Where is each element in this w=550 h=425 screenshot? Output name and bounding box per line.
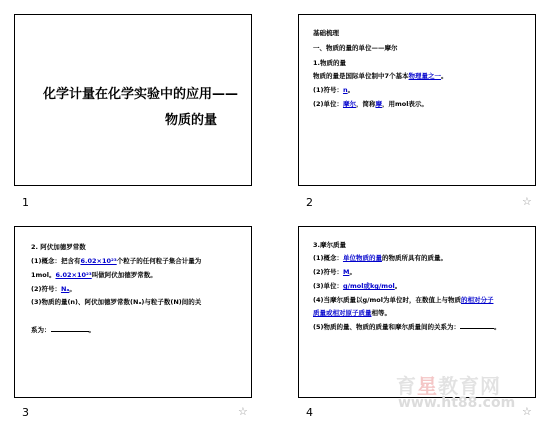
slide-title: 化学计量在化学实验中的应用—— bbox=[43, 87, 239, 102]
answer: g/mol或kg/mol bbox=[342, 282, 395, 290]
text: 1mol。 bbox=[31, 271, 56, 279]
answer: 单位物质的量 bbox=[342, 254, 382, 262]
text: 。 bbox=[347, 86, 355, 94]
answer-blank bbox=[51, 331, 89, 332]
section-label: 基础梳理 bbox=[313, 29, 339, 37]
text: (4)当摩尔质量以g/mol为单位时，在数值上与物质 bbox=[313, 296, 461, 304]
text: 。 bbox=[493, 323, 501, 331]
text: (1)符号： bbox=[313, 86, 343, 94]
answer: 摩 bbox=[375, 100, 382, 108]
slide-1[interactable] bbox=[14, 14, 252, 186]
watermark-char: 星 bbox=[417, 374, 438, 398]
text: 。 bbox=[441, 72, 448, 80]
slide-number: 4 bbox=[306, 406, 313, 419]
text: (1)概念：把含有 bbox=[31, 257, 81, 265]
text: 。 bbox=[69, 285, 76, 293]
text-line bbox=[31, 271, 157, 279]
answer: n bbox=[342, 86, 348, 94]
answer: 的相对分子 bbox=[460, 296, 494, 304]
text: 。 bbox=[88, 326, 95, 334]
text: 相等。 bbox=[371, 309, 391, 317]
text: (3)单位： bbox=[313, 282, 343, 290]
text: (2)单位： bbox=[313, 100, 343, 108]
subheading: 1.物质的量 bbox=[313, 59, 346, 67]
text: 系为： bbox=[31, 326, 51, 334]
text-line bbox=[313, 296, 493, 304]
text-line bbox=[313, 100, 428, 108]
slide-number: 3 bbox=[22, 406, 29, 419]
slide-subtitle: 物质的量 bbox=[165, 113, 218, 128]
text: (2)符号： bbox=[31, 285, 61, 293]
watermark-char: 教育网 bbox=[438, 374, 501, 398]
star-icon: ☆ bbox=[522, 195, 532, 208]
answer: M bbox=[342, 268, 350, 276]
answer-blank bbox=[460, 328, 494, 329]
text-line bbox=[313, 254, 447, 262]
text-line bbox=[31, 257, 201, 265]
text-line bbox=[31, 285, 76, 293]
text-line bbox=[313, 282, 401, 290]
text: (1)概念： bbox=[313, 254, 343, 262]
text-line bbox=[313, 72, 448, 80]
text-line: (3)物质的量(n)、阿伏加德罗常数(Nₐ)与粒子数(N)间的关 bbox=[31, 298, 202, 306]
text-line bbox=[31, 326, 95, 334]
slide-3[interactable] bbox=[14, 226, 252, 398]
text: 的物质所具有的质量。 bbox=[381, 254, 447, 262]
heading: 一、物质的量的单位——摩尔 bbox=[313, 44, 398, 52]
watermark-url: www.ht88.com bbox=[398, 395, 516, 411]
text-line bbox=[313, 86, 354, 94]
slide-2[interactable] bbox=[298, 14, 536, 186]
star-icon: ☆ bbox=[238, 405, 248, 418]
watermark-logo bbox=[396, 370, 536, 414]
answer: Nₐ bbox=[60, 285, 70, 293]
text: ，简称 bbox=[355, 100, 376, 108]
heading: 3.摩尔质量 bbox=[313, 241, 346, 249]
text: ，用mol表示。 bbox=[381, 100, 428, 108]
watermark-char: 育 bbox=[396, 374, 417, 398]
text: 。 bbox=[349, 268, 356, 276]
text: 。 bbox=[394, 282, 402, 290]
slide-number: 2 bbox=[306, 196, 313, 209]
heading: 2. 阿伏加德罗常数 bbox=[31, 243, 86, 251]
answer: 物理量之一 bbox=[408, 72, 442, 80]
star-icon: ☆ bbox=[522, 405, 532, 418]
text: 叫做阿伏加德罗常数。 bbox=[91, 271, 157, 279]
text-line bbox=[313, 323, 500, 331]
text: 物质的量是国际单位制中7个基本 bbox=[313, 72, 409, 80]
text-line bbox=[313, 268, 356, 276]
answer: 质量或相对原子质量 bbox=[313, 309, 372, 317]
text-line bbox=[313, 309, 391, 317]
text: (5)物质的量、物质的质量和摩尔质量间的关系为： bbox=[313, 323, 460, 331]
text: (2)符号： bbox=[313, 268, 343, 276]
answer: 6.02×10²³ bbox=[55, 271, 92, 279]
answer: 6.02×10²³ bbox=[80, 257, 117, 265]
text: 个粒子的任何粒子集合计量为 bbox=[116, 257, 202, 265]
slide-number: 1 bbox=[22, 196, 29, 209]
answer: 摩尔 bbox=[342, 100, 356, 108]
